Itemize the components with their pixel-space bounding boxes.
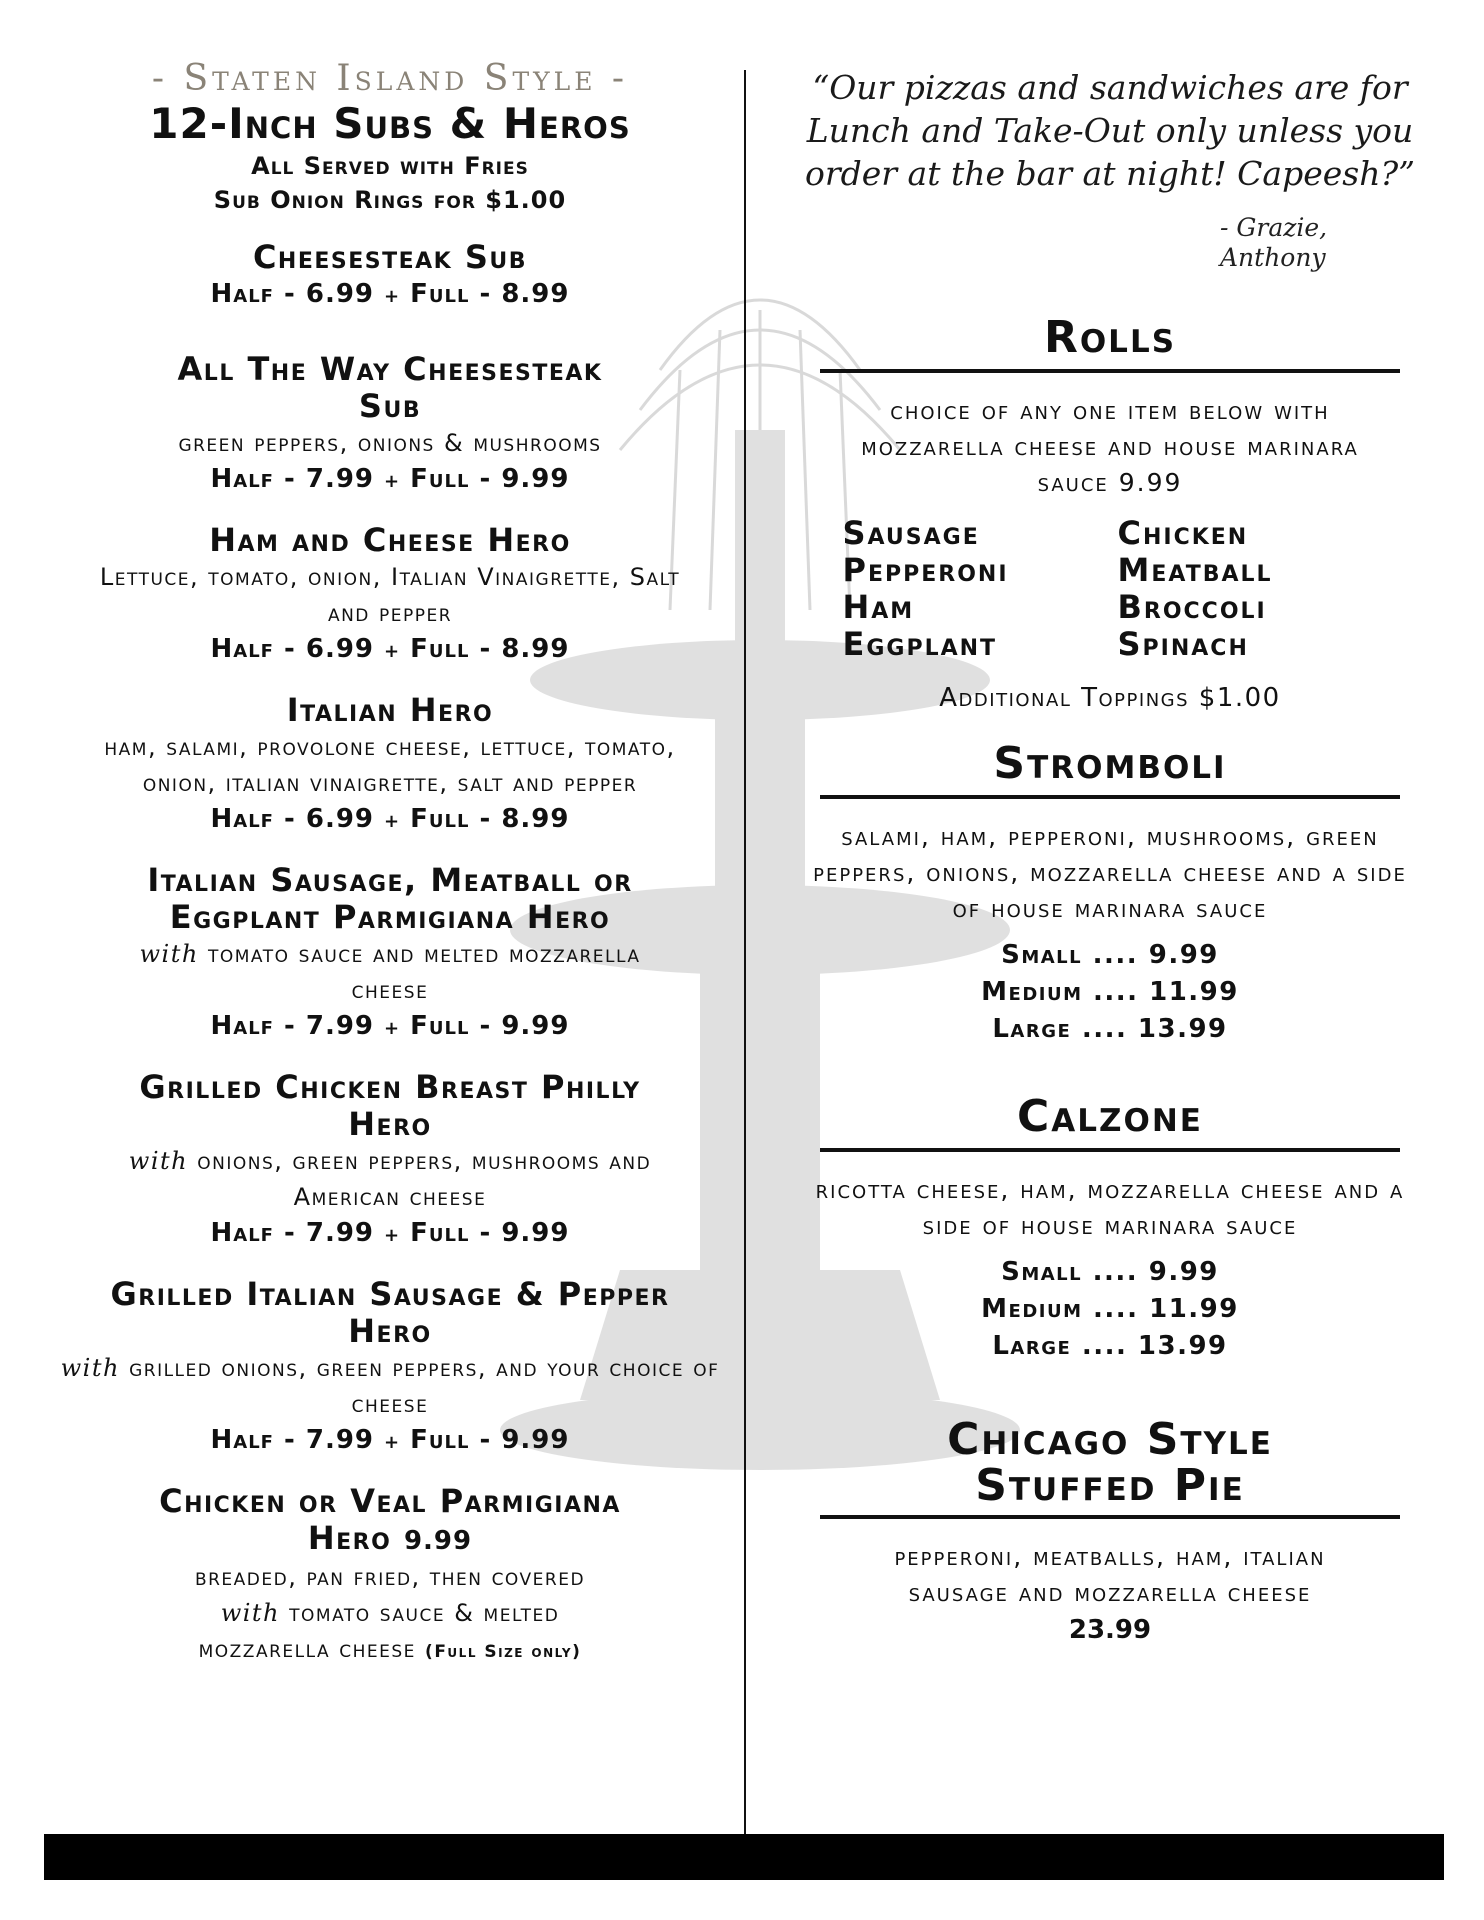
roll-option: Meatball xyxy=(1117,551,1273,589)
roll-option: Sausage xyxy=(842,514,980,552)
roll-option: Pepperoni xyxy=(842,551,1009,589)
menu-item-chicken-veal-parmigiana xyxy=(40,1483,740,1670)
menu-item-cheesesteak-sub xyxy=(40,239,740,315)
item-description: with onions, green peppers, mushrooms and American cheese xyxy=(128,1147,652,1211)
calzone-sizes xyxy=(800,1254,1420,1365)
stromboli-sizes xyxy=(800,937,1420,1048)
item-name: Ham and Cheese Hero xyxy=(209,521,571,559)
owner-quote: “Our pizzas and sandwiches are for Lunch and Take-Out only unless you order at the bar at night! Capeesh?” xyxy=(804,68,1416,193)
item-name: Grilled Italian Sausage & Pepper Hero xyxy=(110,1275,670,1350)
menu-item-parmigiana-hero xyxy=(40,862,740,1047)
roll-option: Spinach xyxy=(1117,625,1249,663)
quote-signature-1: - Grazie, xyxy=(1220,213,1328,242)
menu-item-italian-hero xyxy=(40,692,740,840)
item-description: green peppers, onions & mushrooms xyxy=(178,429,602,457)
item-name: Italian Sausage, Meatball or Eggplant Parmigiana Hero xyxy=(147,861,633,936)
calzone-title: Calzone xyxy=(1017,1091,1203,1142)
item-description-line2: with tomato sauce & melted xyxy=(220,1599,560,1627)
item-description: with tomato sauce and melted mozzarella cheese xyxy=(139,940,641,1004)
size-medium: Medium .... 11.99 xyxy=(981,1294,1239,1324)
item-description-line1: breaded, pan fried, then covered xyxy=(194,1563,586,1591)
fries-note: All Served with Fries xyxy=(251,152,529,180)
item-description: Lettuce, tomato, onion, Italian Vinaigrette, Salt and pepper xyxy=(99,563,681,627)
rolls-title: Rolls xyxy=(1043,312,1177,363)
menu-item-sausage-pepper-hero xyxy=(40,1276,740,1461)
item-name: Grilled Chicken Breast Philly Hero xyxy=(139,1068,641,1143)
menu-item-ham-cheese-hero xyxy=(40,522,740,670)
item-price: Half - 6.99 + Full - 8.99 xyxy=(210,634,570,664)
rolls-specials-column xyxy=(800,0,1420,1645)
roll-option: Eggplant xyxy=(842,625,998,663)
stromboli-description: salami, ham, pepperoni, mushrooms, green peppers, onions, mozzarella cheese and a side of house marinara sauce xyxy=(813,822,1407,923)
item-price: Half - 6.99 + Full - 8.99 xyxy=(210,279,570,309)
item-description: with grilled onions, green peppers, and your choice of cheese xyxy=(60,1354,720,1418)
additional-toppings: Additional Toppings $1.00 xyxy=(939,683,1281,713)
chicago-title xyxy=(800,1414,1420,1511)
item-name: All The Way Cheesesteak Sub xyxy=(177,350,603,425)
stromboli-title: Stromboli xyxy=(993,738,1227,789)
item-price: Half - 7.99 + Full - 9.99 xyxy=(210,1218,570,1248)
chicago-price: 23.99 xyxy=(1068,1615,1152,1645)
roll-option: Broccoli xyxy=(1117,588,1267,626)
rolls-description: choice of any one item below with mozzarella cheese and house marinara sauce 9.99 xyxy=(861,396,1359,497)
item-name: Cheesesteak Sub xyxy=(252,238,528,276)
size-medium: Medium .... 11.99 xyxy=(981,977,1239,1007)
chicago-description: pepperoni, meatballs, ham, italian sausage and mozzarella cheese xyxy=(894,1542,1326,1607)
footer-bar xyxy=(44,1834,1444,1880)
item-price: Half - 6.99 + Full - 8.99 xyxy=(210,804,570,834)
size-large: Large .... 13.99 xyxy=(992,1331,1228,1361)
rolls-options xyxy=(800,515,1420,663)
chicago-title-line1: Chicago Style xyxy=(947,1414,1273,1465)
quote-signature-2: Anthony xyxy=(1220,243,1326,272)
item-price: Half - 7.99 + Full - 9.99 xyxy=(210,1011,570,1041)
rolls-rule xyxy=(820,369,1400,373)
chicago-title-line2: Stuffed Pie xyxy=(975,1460,1245,1511)
subs-heros-column xyxy=(40,0,740,1670)
item-description: ham, salami, provolone cheese, lettuce, tomato, onion, italian vinaigrette, salt and pepper xyxy=(104,733,676,797)
item-name: Chicken or Veal Parmigiana Hero 9.99 xyxy=(159,1482,621,1557)
menu-item-all-the-way-cheesesteak xyxy=(40,351,740,500)
onion-rings-note: Sub Onion Rings for $1.00 xyxy=(213,186,567,214)
roll-option: Ham xyxy=(842,588,915,626)
item-price: Half - 7.99 + Full - 9.99 xyxy=(210,464,570,494)
roll-option: Chicken xyxy=(1117,514,1249,552)
calzone-description: ricotta cheese, ham, mozzarella cheese and a side of house marinara sauce xyxy=(815,1175,1405,1240)
item-description-line3: mozzarella cheese (Full Size only) xyxy=(198,1635,582,1663)
subs-heros-title: 12-Inch Subs & Heros xyxy=(149,99,631,148)
item-name: Italian Hero xyxy=(286,691,494,729)
menu-item-chicken-philly-hero xyxy=(40,1069,740,1254)
chicago-rule xyxy=(820,1515,1400,1519)
column-divider xyxy=(744,70,746,1840)
size-large: Large .... 13.99 xyxy=(992,1014,1228,1044)
item-price: Half - 7.99 + Full - 9.99 xyxy=(210,1425,570,1455)
size-small: Small .... 9.99 xyxy=(1001,940,1219,970)
style-tagline: - Staten Island Style - xyxy=(151,58,629,99)
calzone-rule xyxy=(820,1148,1400,1152)
stromboli-rule xyxy=(820,795,1400,799)
size-small: Small .... 9.99 xyxy=(1001,1257,1219,1287)
